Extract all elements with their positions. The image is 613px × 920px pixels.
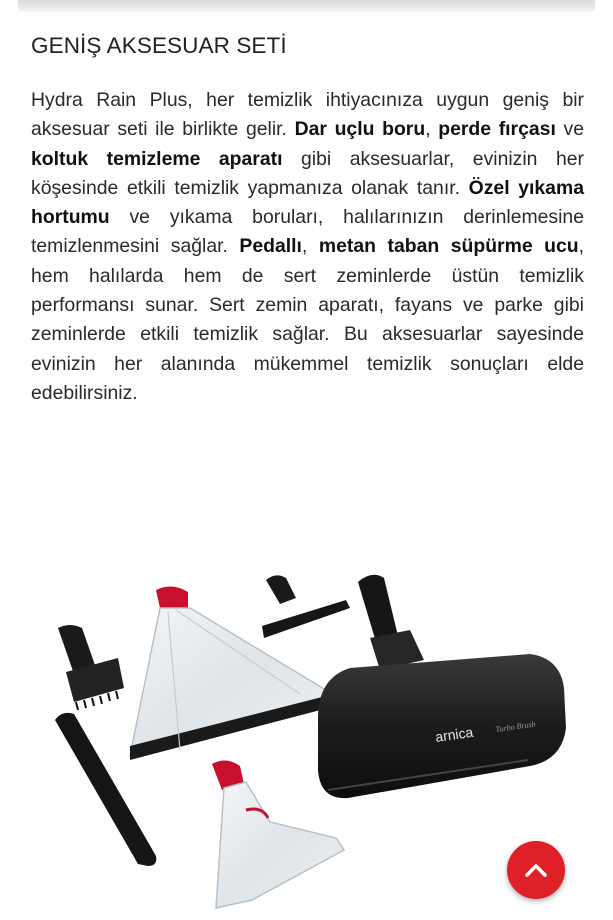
description-text: ve (555, 118, 585, 141)
description-text: ve yıkama boruları, halılarınızın derinlemesine temizlenmesini sağlar. (31, 206, 584, 258)
highlighted-feature: Dar uçlu boru (294, 118, 426, 141)
round-brush-accessory (58, 625, 124, 710)
section-title: GENİŞ AKSESUAR SETİ (31, 33, 287, 58)
chevron-up-icon (524, 862, 548, 878)
brand-logo: arnica (434, 723, 475, 745)
description-text: , hem halılarda hem de sert zeminlerde üstün temizlik performansı sunar. Sert zemin aparatı, fayans ve parke gibi zeminlerde etkili temizlik sağlar. Bu aksesuarlar sayesinde evinizin her alanında mükemmel temizlik sonuçları elde edebilirsiniz. (31, 235, 585, 404)
description-text: gibi aksesuarlar, evinizin her köşesinde etkili temizlik yapmanıza olanak tanır. (31, 147, 584, 199)
scroll-to-top-button[interactable] (507, 841, 565, 899)
highlighted-feature: koltuk temizleme aparatı (31, 147, 283, 170)
highlighted-feature: perde fırçası (438, 118, 556, 141)
highlighted-feature: metan taban süpürme ucu (318, 235, 579, 258)
highlighted-feature: Pedallı (239, 235, 302, 258)
turbo-brush-accessory (318, 575, 566, 798)
highlighted-feature: Özel yıkama hortumu (31, 176, 584, 229)
description-text: , (301, 235, 319, 258)
flat-nozzle-accessory (262, 575, 350, 638)
section-description (31, 86, 584, 408)
brush-label: Turbo Brush (495, 719, 537, 734)
header-shadow (18, 0, 595, 12)
large-upholstery-tool (130, 586, 328, 760)
description-text: Hydra Rain Plus, her temizlik ihtiyacınıza uygun geniş bir aksesuar seti ile birlikte gelir. (31, 89, 584, 141)
description-text: , (425, 118, 439, 141)
